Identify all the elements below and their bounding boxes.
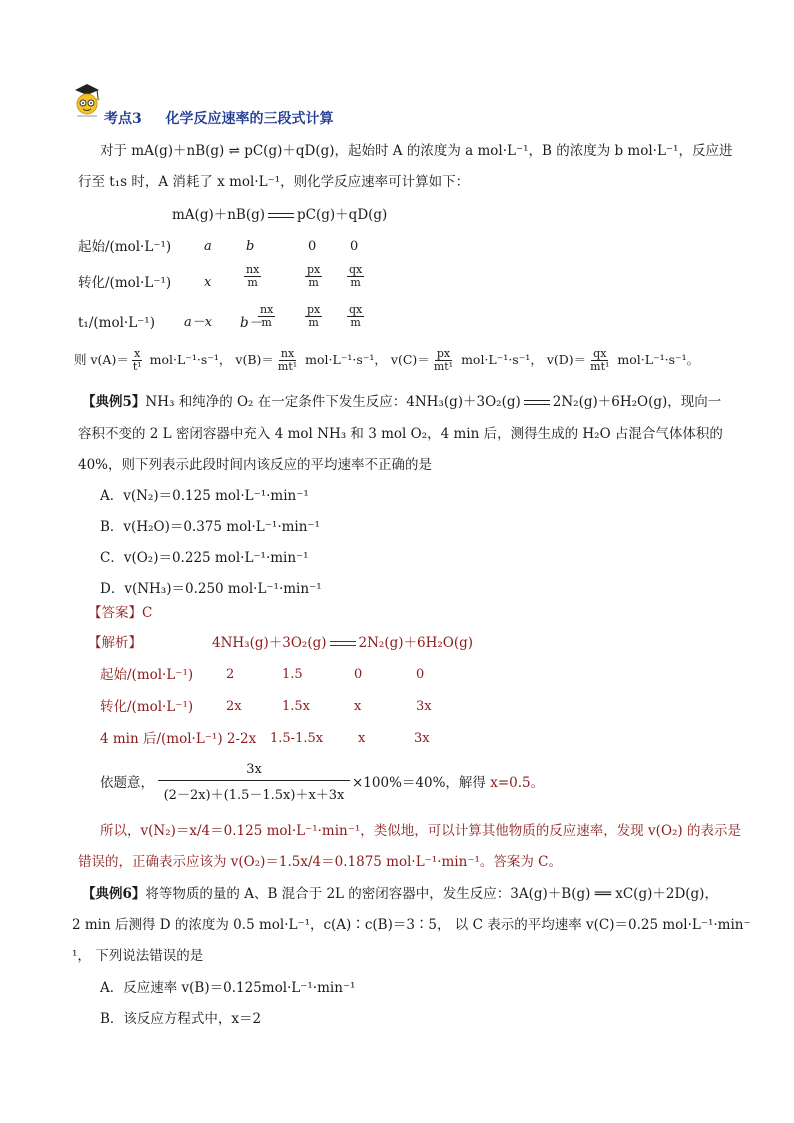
analysis-row-after-b: 1.5-1.5x	[270, 731, 324, 746]
equation-left: mA(g)＋nB(g)	[172, 207, 266, 223]
row-change-a: x	[204, 275, 212, 290]
section-heading	[104, 108, 334, 128]
example5-option-a: A．v(N₂)＝0.125 mol·L⁻¹·min⁻¹	[100, 488, 309, 504]
analysis-row-after-c: x	[358, 731, 366, 746]
example5-analysis-equation: 4NH₃(g)＋3O₂(g) 2N₂(g)＋6H₂O(g)	[212, 635, 474, 651]
conclusion-line-1: 所以，v(N₂)＝x/4＝0.125 mol·L⁻¹·min⁻¹，类似地，可以计算其他物质的反应速率，发现 v(O₂) 的表示是	[100, 823, 741, 839]
row-initial-d: 0	[350, 239, 359, 254]
rate-c-unit: mol·L⁻¹·s⁻¹，	[461, 352, 543, 367]
example5-option-c: C．v(O₂)＝0.225 mol·L⁻¹·min⁻¹	[100, 550, 309, 566]
analysis-row-change-b: 1.5x	[282, 699, 311, 714]
general-equation	[172, 206, 387, 224]
calc-prefix: 依题意，	[100, 775, 154, 791]
equation-right: pC(g)＋qD(g)	[297, 207, 388, 223]
calc-result-line: ×100%＝40%，解得 x=0.5。	[352, 775, 545, 791]
example5-line-1: 【典例5】NH₃ 和纯净的 O₂ 在一定条件下发生反应：4NH₃(g)＋3O₂(g) 2N₂(g)＋6H₂O(g)，现向一	[82, 394, 722, 410]
intro-line-2: 行至 t₁s 时，A 消耗了 x mol·L⁻¹，则化学反应速率可计算如下：	[78, 174, 470, 190]
rate-b-unit: mol·L⁻¹·s⁻¹，	[305, 352, 387, 367]
analysis-row-change-a: 2x	[226, 699, 242, 714]
rate-b-prefix: v(B)＝	[235, 352, 274, 367]
analysis-row-initial-label: 起始/(mol·L⁻¹)	[100, 667, 194, 683]
analysis-row-initial-a: 2	[226, 667, 235, 682]
row-initial-label: 起始/(mol·L⁻¹)	[78, 239, 172, 255]
heading-label: 考点3	[104, 111, 142, 127]
row-initial-c: 0	[308, 239, 317, 254]
analysis-row-change-c: x	[354, 699, 362, 714]
calc-fraction	[158, 762, 350, 803]
row-t1-b-prefix: b－	[240, 315, 263, 331]
row-initial-b: b	[246, 239, 255, 254]
example5-line-2: 容积不变的 2 L 密闭容器中充入 4 mol NH₃ 和 3 mol O₂，4 min 后，测得生成的 H₂O 占混合气体体积的	[78, 426, 723, 442]
row-change-b: $\frac{nx}{m}$	[246, 263, 260, 289]
example5-answer: 【答案】C	[88, 605, 153, 621]
equilibrium-arrow-icon	[268, 212, 294, 220]
scholar-mascot-icon	[72, 82, 102, 120]
example5-line-3: 40%，则下列表示此段时间内该反应的平均速率不正确的是	[78, 457, 433, 473]
rate-a-unit: mol·L⁻¹·s⁻¹，	[149, 352, 232, 367]
row-t1-label: t₁/(mol·L⁻¹)	[78, 315, 155, 331]
example5-option-d: D．v(NH₃)＝0.250 mol·L⁻¹·min⁻¹	[100, 581, 322, 597]
rate-a-prefix: 则 v(A)＝	[74, 352, 129, 367]
row-change-c: $\frac{px}{m}$	[307, 263, 321, 289]
example6-line-1: 【典例6】将等物质的量的 A、B 混合于 2L 的密闭容器中，发生反应：3A(g)＋B(g) ══ xC(g)＋2D(g)，	[82, 886, 718, 902]
equilibrium-arrow-icon	[330, 640, 356, 648]
analysis-row-change-d: 3x	[416, 699, 432, 714]
rates-line: 则 v(A)＝ $\frac{x}{\text{t¹}}$ mol·L⁻¹·s⁻¹， v(B)＝ $\frac{nx}{\text{mt¹}}$ mol·L⁻¹·s⁻¹， v(C)＝ $\frac{px}{\text{mt¹}}$ mol·L⁻¹·s⁻¹， v(D)＝ $\frac{qx}{\text{mt¹}}$ mol·L⁻¹·s⁻¹。	[74, 347, 700, 373]
row-t1-a: a－x	[184, 315, 213, 330]
analysis-row-after-d: 3x	[414, 731, 430, 746]
example6-option-b: B．该反应方程式中，x＝2	[100, 1011, 262, 1027]
row-change-d: $\frac{qx}{m}$	[349, 263, 363, 289]
row-initial-a: a	[204, 239, 212, 254]
example5-tag: 【典例5】	[82, 394, 146, 410]
example6-tag: 【典例6】	[82, 886, 146, 902]
conclusion-line-2: 错误的，正确表示应该为 v(O₂)＝1.5x/4＝0.1875 mol·L⁻¹·min⁻¹。答案为 C。	[78, 854, 562, 870]
calc-numerator: 3x	[158, 762, 350, 781]
rate-d-unit: mol·L⁻¹·s⁻¹。	[617, 352, 700, 367]
equilibrium-arrow-icon	[524, 399, 550, 407]
example6-line-3: ¹， 下列说法错误的是	[72, 948, 204, 964]
analysis-row-initial-d: 0	[416, 667, 425, 682]
rate-d-prefix: v(D)＝	[546, 352, 587, 367]
calc-result: x=0.5。	[490, 775, 545, 791]
analysis-row-after-label: 4 min 后/(mol·L⁻¹) 2-2x	[100, 731, 257, 747]
row-change-label: 转化/(mol·L⁻¹)	[78, 275, 172, 291]
intro-line-1: 对于 mA(g)＋nB(g) ⇌ pC(g)＋qD(g)，起始时 A 的浓度为 a mol·L⁻¹，B 的浓度为 b mol·L⁻¹，反应进	[100, 143, 733, 159]
example6-option-a: A．反应速率 v(B)＝0.125mol·L⁻¹·min⁻¹	[100, 980, 356, 996]
example5-option-b: B．v(H₂O)＝0.375 mol·L⁻¹·min⁻¹	[100, 519, 320, 535]
example6-line-2: 2 min 后测得 D 的浓度为 0.5 mol·L⁻¹，c(A)∶c(B)＝3∶5， 以 C 表示的平均速率 v(C)＝0.25 mol·L⁻¹·min⁻	[72, 917, 751, 933]
analysis-row-initial-c: 0	[354, 667, 363, 682]
row-t1-c: $\frac{px}{m}$	[307, 303, 321, 329]
row-t1-b: $\frac{nx}{m}$	[260, 303, 274, 329]
analysis-row-change-label: 转化/(mol·L⁻¹)	[100, 699, 194, 715]
row-t1-d: $\frac{qx}{m}$	[349, 303, 363, 329]
calc-denominator: (2－2x)＋(1.5－1.5x)＋x＋3x	[163, 788, 345, 803]
example5-analysis-tag: 【解析】	[88, 635, 142, 651]
heading-title: 化学反应速率的三段式计算	[165, 111, 334, 127]
analysis-row-initial-b: 1.5	[282, 667, 303, 682]
rate-c-prefix: v(C)＝	[390, 352, 430, 367]
